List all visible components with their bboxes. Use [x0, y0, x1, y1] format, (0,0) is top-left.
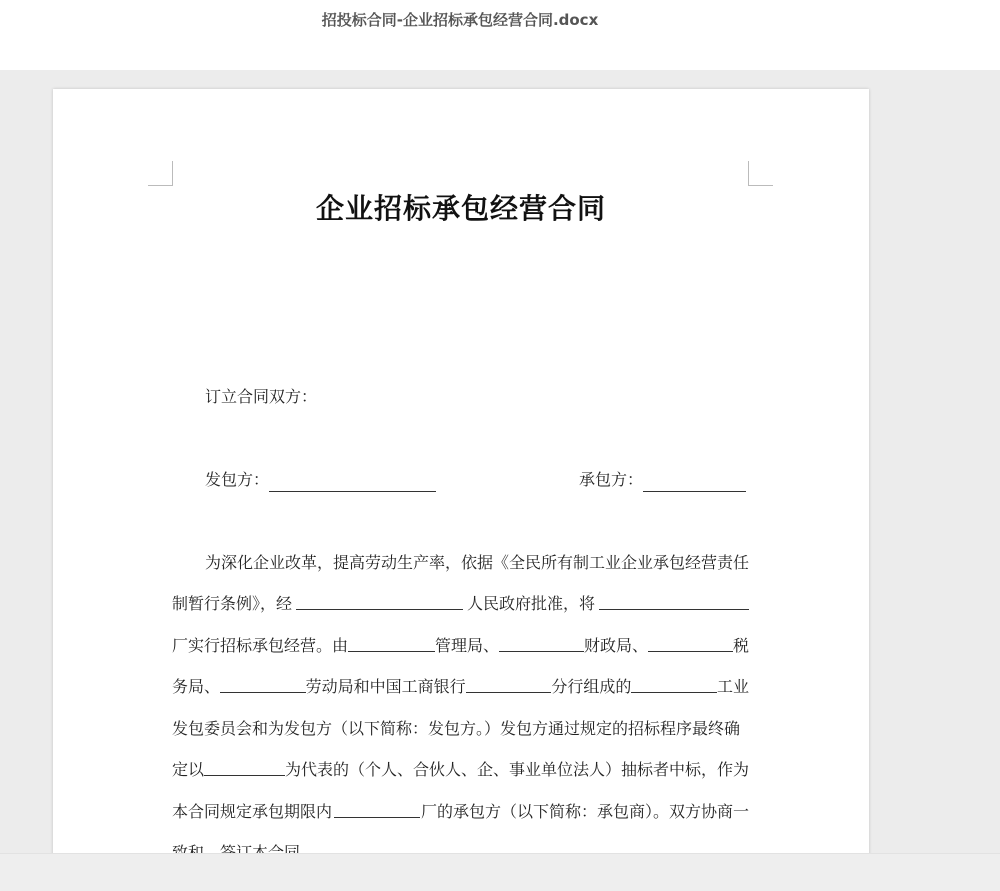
- text-span: 财政局、: [583, 636, 648, 655]
- text-span: 务局、: [172, 677, 221, 696]
- fill-blank: [648, 634, 733, 652]
- text-span: 为代表的（个人、合伙人、企、事业单位法人）抽标者中标，作为: [284, 760, 749, 779]
- party-a-label: 发包方：: [205, 470, 270, 489]
- party-line: [172, 468, 782, 492]
- parties-intro: 订立合同双方：: [205, 387, 318, 406]
- fill-blank: [466, 675, 552, 693]
- text-span: 人民政府批准，将: [466, 594, 595, 613]
- text-span: 厂实行招标承包经营。由: [172, 636, 349, 655]
- fill-blank: [499, 634, 584, 652]
- text-span: 工业: [716, 677, 749, 696]
- text-span: 制暂行条例》，经: [172, 594, 293, 613]
- paragraph-line: 发包委员会和为发包方（以下简称：发包方。）发包方通过规定的招标程序最终确: [172, 719, 741, 738]
- fill-blank: [220, 675, 306, 693]
- paragraph-line: [172, 758, 749, 782]
- party-b-blank: [643, 474, 746, 492]
- paragraph-line: 为深化企业改革，提高劳动生产率，依据《全民所有制工业企业承包经营责任: [205, 553, 750, 572]
- fill-blank: [599, 592, 749, 610]
- crop-mark-top-right: [748, 161, 773, 186]
- text-span: 劳动局和中国工商银行: [305, 677, 466, 696]
- text-span: 管理局、: [434, 636, 499, 655]
- fill-blank: [348, 634, 435, 652]
- document-page[interactable]: [53, 89, 869, 869]
- title-bar: [0, 0, 1000, 70]
- text-span: 分行组成的: [551, 677, 632, 696]
- fill-blank: [631, 675, 717, 693]
- party-b-label: 承包方：: [579, 470, 644, 489]
- text-span: 定以: [172, 760, 205, 779]
- document-filename: 招投标合同-企业招标承包经营合同.docx: [321, 11, 599, 29]
- paragraph-line: [172, 634, 749, 658]
- fill-blank: [334, 800, 420, 818]
- crop-mark-top-left: [148, 161, 173, 186]
- paragraph-line: [172, 675, 749, 699]
- text-span: 本合同规定承包期限内: [172, 802, 333, 821]
- fill-blank: [296, 592, 463, 610]
- fill-blank: [204, 758, 285, 776]
- paragraph-line: [172, 592, 749, 616]
- status-bar: [0, 853, 1000, 891]
- paragraph-line: [172, 800, 749, 824]
- document-heading: 企业招标承包经营合同: [315, 192, 606, 225]
- text-span: 厂的承包方（以下简称：承包商）。双方协商一: [420, 802, 749, 821]
- party-a-blank: [269, 474, 436, 492]
- text-span: 税: [732, 636, 749, 655]
